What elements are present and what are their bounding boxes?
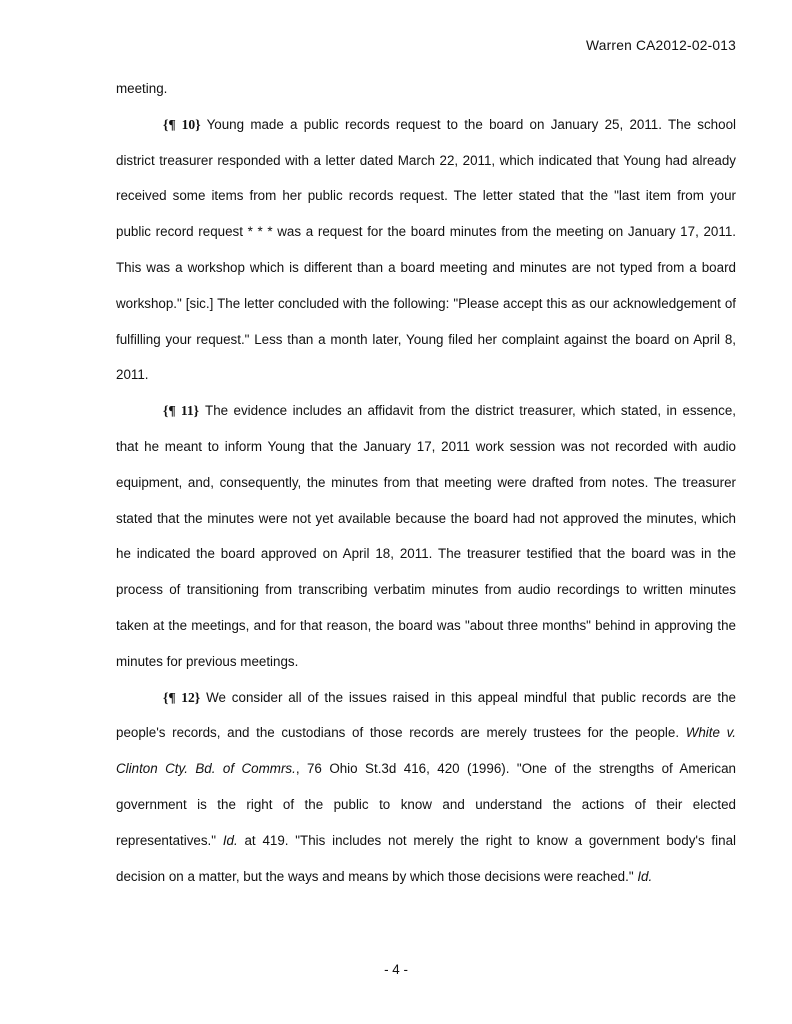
paragraph-11 bbox=[116, 393, 736, 679]
paragraph-number: {¶ 11} bbox=[163, 403, 200, 419]
paragraph-text-segment: , 76 Ohio St.3d 416, 420 (1996). "One of the strengths of American government is the right of the public to know and understand the actions of their elected representatives." bbox=[116, 761, 736, 848]
paragraph-10 bbox=[116, 107, 736, 393]
id-citation: Id. bbox=[222, 832, 238, 848]
case-citation: White v. Clinton Cty. Bd. of Commrs. bbox=[116, 725, 736, 777]
page-number: - 4 - bbox=[384, 962, 408, 977]
paragraph-text: Young made a public records request to the board on January 25, 2011. The school district treasurer responded with a letter dated March 22, 2011, which indicated that Young had already received some items from her public records request. The letter stated that the "last item from your public record request * * * was a request for the board minutes from the meeting on January 17, 2011. This was a workshop which is different than a board meeting and minutes are not typed from a board workshop." [sic.] The letter concluded with the following: "Please accept this as our acknowledgement of fulfilling your request." Less than a month later, Young filed her complaint against the board on April 8, 2011. bbox=[116, 116, 736, 383]
opinion-body bbox=[116, 71, 736, 894]
case-number-header: Warren CA2012-02-013 bbox=[586, 38, 736, 53]
continuation-text: meeting. bbox=[116, 81, 168, 96]
id-citation: Id. bbox=[637, 868, 653, 884]
paragraph-12 bbox=[116, 680, 736, 895]
paragraph-text-segment: We consider all of the issues raised in this appeal mindful that public records are the people's records, and the custodians of those records are merely trustees for the people. bbox=[116, 689, 736, 741]
paragraph-text-segment: at 419. "This includes not merely the right to know a government body's final decision on a matter, but the ways and means by which those decisions were reached." bbox=[116, 832, 736, 884]
paragraph-text: The evidence includes an affidavit from the district treasurer, which stated, in essence, that he meant to inform Young that the January 17, 2011 work session was not recorded with audio equipment, and, consequently, the minutes from that meeting were drafted from notes. The treasurer stated that the minutes were not yet available because the board had not approved the minutes, which he indicated the board approved on April 18, 2011. The treasurer testified that the board was in the process of transitioning from transcribing verbatim minutes from audio recordings to written minutes taken at the meetings, and for that reason, the board was "about three months" behind in approving the minutes for previous meetings. bbox=[116, 403, 736, 669]
paragraph-number: {¶ 10} bbox=[163, 116, 201, 132]
paragraph-number: {¶ 12} bbox=[163, 689, 201, 705]
